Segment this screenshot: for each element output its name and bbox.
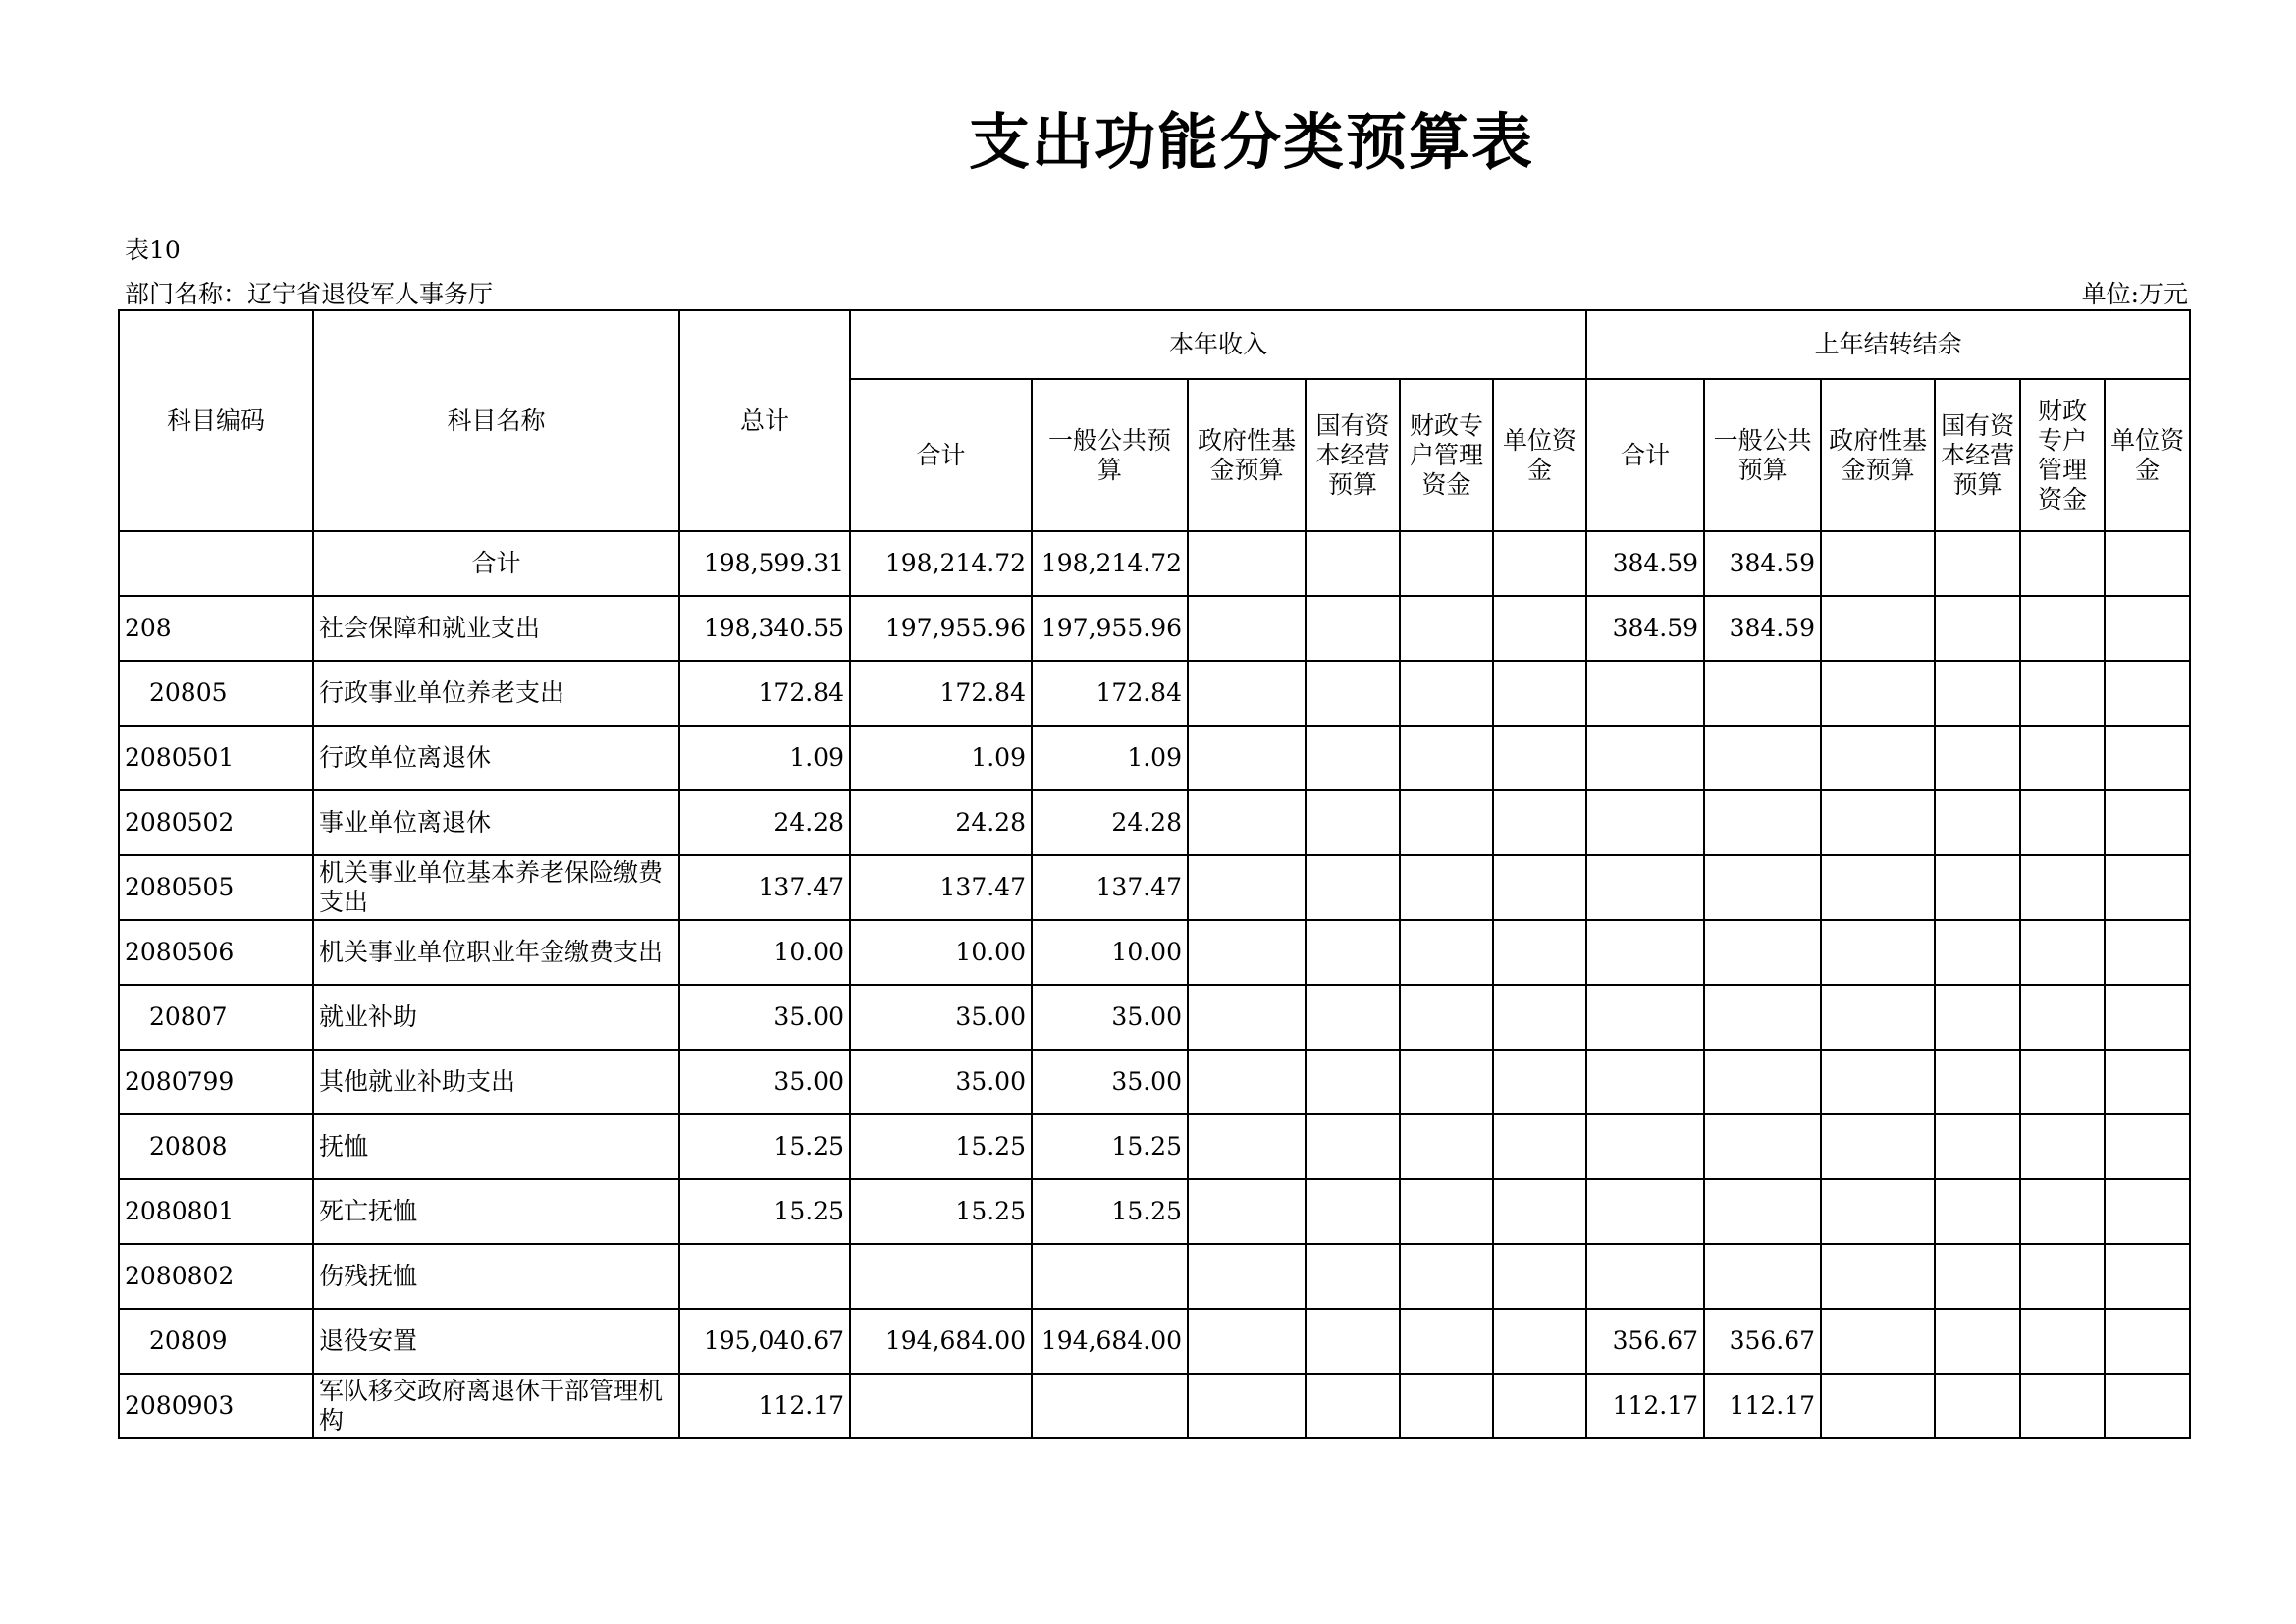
cell-cy-sum: 15.25: [850, 1179, 1032, 1244]
header-py-special: 财政专户管理资金: [2020, 379, 2105, 531]
cell-py-unit: [2105, 1179, 2190, 1244]
table-body: [119, 531, 2190, 1438]
table-number: 表10: [125, 236, 181, 264]
table-row: [119, 855, 2190, 920]
cell-py-sum: 384.59: [1586, 531, 1704, 596]
cell-code: 20805: [119, 661, 313, 726]
table-row: [119, 1309, 2190, 1374]
cell-cy-sum: 35.00: [850, 985, 1032, 1050]
cell-cy-fund: [1188, 790, 1306, 855]
cell-name: 事业单位离退休: [313, 790, 679, 855]
cell-py-general: [1704, 790, 1821, 855]
table-row: [119, 661, 2190, 726]
header-cy-fund: 政府性基金预算: [1188, 379, 1306, 531]
header-name: 科目名称: [313, 310, 679, 531]
header-cy-special: 财政专户管理资金: [1400, 379, 1493, 531]
cell-py-fund: [1821, 1244, 1935, 1309]
cell-py-soe: [1935, 1244, 2020, 1309]
table-row: [119, 790, 2190, 855]
table-row: [119, 1244, 2190, 1309]
cell-cy-special: [1400, 1114, 1493, 1179]
header-cy-general: 一般公共预算: [1032, 379, 1188, 531]
cell-cy-fund: [1188, 1179, 1306, 1244]
cell-cy-general: 198,214.72: [1032, 531, 1188, 596]
cell-py-special: [2020, 1114, 2105, 1179]
table-row: [119, 596, 2190, 661]
cell-py-unit: [2105, 1050, 2190, 1114]
cell-py-fund: [1821, 1179, 1935, 1244]
cell-cy-general: 172.84: [1032, 661, 1188, 726]
cell-code: 2080502: [119, 790, 313, 855]
cell-cy-unit: [1493, 531, 1586, 596]
cell-py-fund: [1821, 531, 1935, 596]
cell-cy-general: 197,955.96: [1032, 596, 1188, 661]
cell-py-special: [2020, 985, 2105, 1050]
cell-name: 合计: [313, 531, 679, 596]
cell-py-soe: [1935, 661, 2020, 726]
header-py-general: 一般公共预算: [1704, 379, 1821, 531]
header-py-sum: 合计: [1586, 379, 1704, 531]
cell-py-sum: [1586, 1050, 1704, 1114]
cell-py-unit: [2105, 985, 2190, 1050]
cell-total: 15.25: [679, 1179, 850, 1244]
cell-cy-unit: [1493, 1244, 1586, 1309]
cell-py-unit: [2105, 790, 2190, 855]
cell-cy-unit: [1493, 726, 1586, 790]
cell-py-special: [2020, 1244, 2105, 1309]
cell-py-soe: [1935, 1179, 2020, 1244]
cell-py-special: [2020, 1374, 2105, 1438]
cell-code: 2080801: [119, 1179, 313, 1244]
cell-cy-general: 15.25: [1032, 1179, 1188, 1244]
cell-code: 208: [119, 596, 313, 661]
cell-code: 20809: [119, 1309, 313, 1374]
cell-cy-fund: [1188, 1309, 1306, 1374]
cell-py-general: 384.59: [1704, 596, 1821, 661]
cell-cy-unit: [1493, 1374, 1586, 1438]
cell-py-sum: [1586, 661, 1704, 726]
cell-py-fund: [1821, 1050, 1935, 1114]
cell-cy-general: 35.00: [1032, 985, 1188, 1050]
cell-py-soe: [1935, 1114, 2020, 1179]
cell-py-general: [1704, 1179, 1821, 1244]
cell-py-fund: [1821, 855, 1935, 920]
cell-cy-special: [1400, 1244, 1493, 1309]
cell-name: 死亡抚恤: [313, 1179, 679, 1244]
cell-code: 20807: [119, 985, 313, 1050]
cell-py-soe: [1935, 726, 2020, 790]
cell-name: 抚恤: [313, 1114, 679, 1179]
cell-py-general: [1704, 1244, 1821, 1309]
header-total: 总计: [679, 310, 850, 531]
cell-cy-general: 1.09: [1032, 726, 1188, 790]
cell-name: 机关事业单位基本养老保险缴费支出: [313, 855, 679, 920]
cell-py-unit: [2105, 726, 2190, 790]
cell-py-unit: [2105, 1374, 2190, 1438]
cell-total: 172.84: [679, 661, 850, 726]
cell-cy-special: [1400, 661, 1493, 726]
cell-py-special: [2020, 726, 2105, 790]
cell-cy-general: 194,684.00: [1032, 1309, 1188, 1374]
cell-cy-unit: [1493, 1309, 1586, 1374]
table-row: [119, 985, 2190, 1050]
cell-py-special: [2020, 1179, 2105, 1244]
cell-py-fund: [1821, 1309, 1935, 1374]
cell-cy-special: [1400, 985, 1493, 1050]
cell-cy-sum: 24.28: [850, 790, 1032, 855]
table-row: [119, 920, 2190, 985]
cell-py-general: [1704, 985, 1821, 1050]
cell-py-sum: [1586, 726, 1704, 790]
cell-cy-fund: [1188, 726, 1306, 790]
table-row: [119, 531, 2190, 596]
cell-cy-unit: [1493, 855, 1586, 920]
header-cy-sum: 合计: [850, 379, 1032, 531]
cell-py-general: 384.59: [1704, 531, 1821, 596]
cell-cy-sum: 172.84: [850, 661, 1032, 726]
cell-py-sum: [1586, 985, 1704, 1050]
cell-cy-soe: [1306, 1050, 1400, 1114]
cell-total: 1.09: [679, 726, 850, 790]
cell-py-soe: [1935, 855, 2020, 920]
cell-cy-special: [1400, 790, 1493, 855]
cell-cy-special: [1400, 1309, 1493, 1374]
cell-py-unit: [2105, 920, 2190, 985]
cell-code: 2080505: [119, 855, 313, 920]
cell-cy-sum: 1.09: [850, 726, 1032, 790]
cell-py-general: [1704, 855, 1821, 920]
cell-py-special: [2020, 596, 2105, 661]
cell-cy-sum: 35.00: [850, 1050, 1032, 1114]
cell-py-sum: [1586, 1179, 1704, 1244]
cell-py-general: 356.67: [1704, 1309, 1821, 1374]
cell-total: 195,040.67: [679, 1309, 850, 1374]
cell-cy-general: 137.47: [1032, 855, 1188, 920]
cell-py-soe: [1935, 920, 2020, 985]
cell-cy-unit: [1493, 1050, 1586, 1114]
cell-py-soe: [1935, 985, 2020, 1050]
cell-total: 35.00: [679, 985, 850, 1050]
cell-cy-fund: [1188, 596, 1306, 661]
cell-py-special: [2020, 855, 2105, 920]
cell-code: 20808: [119, 1114, 313, 1179]
cell-cy-unit: [1493, 1179, 1586, 1244]
cell-cy-unit: [1493, 1114, 1586, 1179]
cell-py-sum: 356.67: [1586, 1309, 1704, 1374]
cell-cy-special: [1400, 855, 1493, 920]
cell-py-fund: [1821, 661, 1935, 726]
cell-py-fund: [1821, 985, 1935, 1050]
table-row: [119, 1114, 2190, 1179]
cell-cy-general: [1032, 1244, 1188, 1309]
cell-cy-sum: [850, 1244, 1032, 1309]
cell-cy-unit: [1493, 596, 1586, 661]
cell-py-soe: [1935, 1050, 2020, 1114]
cell-cy-soe: [1306, 1114, 1400, 1179]
table-row: [119, 726, 2190, 790]
cell-py-unit: [2105, 596, 2190, 661]
cell-cy-unit: [1493, 985, 1586, 1050]
cell-py-soe: [1935, 790, 2020, 855]
cell-cy-general: 15.25: [1032, 1114, 1188, 1179]
cell-code: 2080799: [119, 1050, 313, 1114]
cell-cy-special: [1400, 1374, 1493, 1438]
cell-py-unit: [2105, 1114, 2190, 1179]
cell-cy-fund: [1188, 985, 1306, 1050]
cell-name: 就业补助: [313, 985, 679, 1050]
cell-cy-soe: [1306, 1309, 1400, 1374]
budget-table: [118, 309, 2191, 1439]
unit-label: 单位:万元: [2081, 280, 2188, 308]
cell-total: 10.00: [679, 920, 850, 985]
table-row: [119, 1179, 2190, 1244]
cell-py-general: [1704, 1114, 1821, 1179]
cell-total: [679, 1244, 850, 1309]
header-row-1: [119, 310, 2190, 379]
cell-cy-fund: [1188, 855, 1306, 920]
cell-total: 24.28: [679, 790, 850, 855]
cell-total: 35.00: [679, 1050, 850, 1114]
cell-cy-fund: [1188, 1374, 1306, 1438]
cell-code: 2080903: [119, 1374, 313, 1438]
cell-name: 行政单位离退休: [313, 726, 679, 790]
cell-cy-general: 10.00: [1032, 920, 1188, 985]
cell-cy-soe: [1306, 855, 1400, 920]
header-py-fund: 政府性基金预算: [1821, 379, 1935, 531]
cell-cy-special: [1400, 726, 1493, 790]
cell-py-special: [2020, 1309, 2105, 1374]
header-prior-year: 上年结转结余: [1586, 310, 2190, 379]
cell-cy-special: [1400, 531, 1493, 596]
cell-py-sum: 384.59: [1586, 596, 1704, 661]
cell-py-general: [1704, 661, 1821, 726]
cell-py-soe: [1935, 531, 2020, 596]
header-py-soe: 国有资本经营预算: [1935, 379, 2020, 531]
cell-py-unit: [2105, 855, 2190, 920]
cell-code: 2080802: [119, 1244, 313, 1309]
cell-cy-unit: [1493, 920, 1586, 985]
header-py-unit: 单位资金: [2105, 379, 2190, 531]
cell-cy-soe: [1306, 985, 1400, 1050]
cell-py-fund: [1821, 596, 1935, 661]
cell-cy-soe: [1306, 1244, 1400, 1309]
cell-py-soe: [1935, 1309, 2020, 1374]
cell-cy-sum: 197,955.96: [850, 596, 1032, 661]
cell-py-sum: [1586, 855, 1704, 920]
cell-cy-fund: [1188, 1244, 1306, 1309]
cell-cy-general: [1032, 1374, 1188, 1438]
cell-code: [119, 531, 313, 596]
cell-name: 伤残抚恤: [313, 1244, 679, 1309]
cell-py-special: [2020, 790, 2105, 855]
cell-py-fund: [1821, 1374, 1935, 1438]
cell-cy-fund: [1188, 920, 1306, 985]
cell-cy-special: [1400, 920, 1493, 985]
cell-cy-soe: [1306, 1179, 1400, 1244]
header-current-year: 本年收入: [850, 310, 1586, 379]
cell-py-sum: 112.17: [1586, 1374, 1704, 1438]
table-row: [119, 1050, 2190, 1114]
cell-cy-fund: [1188, 661, 1306, 726]
cell-py-special: [2020, 531, 2105, 596]
cell-code: 2080506: [119, 920, 313, 985]
cell-py-general: 112.17: [1704, 1374, 1821, 1438]
cell-name: 机关事业单位职业年金缴费支出: [313, 920, 679, 985]
cell-total: 112.17: [679, 1374, 850, 1438]
cell-cy-sum: 15.25: [850, 1114, 1032, 1179]
cell-cy-soe: [1306, 920, 1400, 985]
cell-py-sum: [1586, 920, 1704, 985]
cell-py-soe: [1935, 1374, 2020, 1438]
cell-cy-special: [1400, 1179, 1493, 1244]
cell-py-special: [2020, 661, 2105, 726]
cell-cy-soe: [1306, 1374, 1400, 1438]
header-code: 科目编码: [119, 310, 313, 531]
cell-py-fund: [1821, 726, 1935, 790]
cell-py-special: [2020, 920, 2105, 985]
cell-py-sum: [1586, 1114, 1704, 1179]
header-cy-soe: 国有资本经营预算: [1306, 379, 1400, 531]
cell-name: 退役安置: [313, 1309, 679, 1374]
cell-total: 137.47: [679, 855, 850, 920]
cell-cy-general: 24.28: [1032, 790, 1188, 855]
cell-cy-fund: [1188, 531, 1306, 596]
cell-cy-sum: 198,214.72: [850, 531, 1032, 596]
cell-cy-sum: [850, 1374, 1032, 1438]
cell-py-sum: [1586, 790, 1704, 855]
cell-py-fund: [1821, 790, 1935, 855]
cell-cy-unit: [1493, 661, 1586, 726]
cell-code: 2080501: [119, 726, 313, 790]
table-row: [119, 1374, 2190, 1438]
cell-py-sum: [1586, 1244, 1704, 1309]
cell-cy-sum: 194,684.00: [850, 1309, 1032, 1374]
department-name: 部门名称：辽宁省退役军人事务厅: [125, 280, 494, 308]
cell-cy-unit: [1493, 790, 1586, 855]
cell-name: 行政事业单位养老支出: [313, 661, 679, 726]
cell-py-unit: [2105, 1244, 2190, 1309]
cell-total: 15.25: [679, 1114, 850, 1179]
cell-py-unit: [2105, 661, 2190, 726]
cell-name: 社会保障和就业支出: [313, 596, 679, 661]
cell-py-unit: [2105, 1309, 2190, 1374]
cell-cy-soe: [1306, 661, 1400, 726]
cell-cy-sum: 10.00: [850, 920, 1032, 985]
cell-name: 军队移交政府离退休干部管理机构: [313, 1374, 679, 1438]
cell-cy-soe: [1306, 790, 1400, 855]
cell-cy-soe: [1306, 596, 1400, 661]
cell-py-fund: [1821, 1114, 1935, 1179]
cell-py-unit: [2105, 531, 2190, 596]
page-title: 支出功能分类预算表: [968, 106, 1534, 178]
cell-total: 198,340.55: [679, 596, 850, 661]
cell-py-general: [1704, 1050, 1821, 1114]
cell-py-fund: [1821, 920, 1935, 985]
cell-cy-fund: [1188, 1050, 1306, 1114]
cell-py-special: [2020, 1050, 2105, 1114]
cell-py-general: [1704, 920, 1821, 985]
cell-cy-special: [1400, 596, 1493, 661]
cell-name: 其他就业补助支出: [313, 1050, 679, 1114]
cell-cy-fund: [1188, 1114, 1306, 1179]
cell-cy-soe: [1306, 726, 1400, 790]
cell-cy-general: 35.00: [1032, 1050, 1188, 1114]
cell-py-general: [1704, 726, 1821, 790]
header-cy-unit: 单位资金: [1493, 379, 1586, 531]
cell-py-soe: [1935, 596, 2020, 661]
table-header: [119, 310, 2190, 531]
cell-total: 198,599.31: [679, 531, 850, 596]
cell-cy-special: [1400, 1050, 1493, 1114]
cell-cy-soe: [1306, 531, 1400, 596]
cell-cy-sum: 137.47: [850, 855, 1032, 920]
